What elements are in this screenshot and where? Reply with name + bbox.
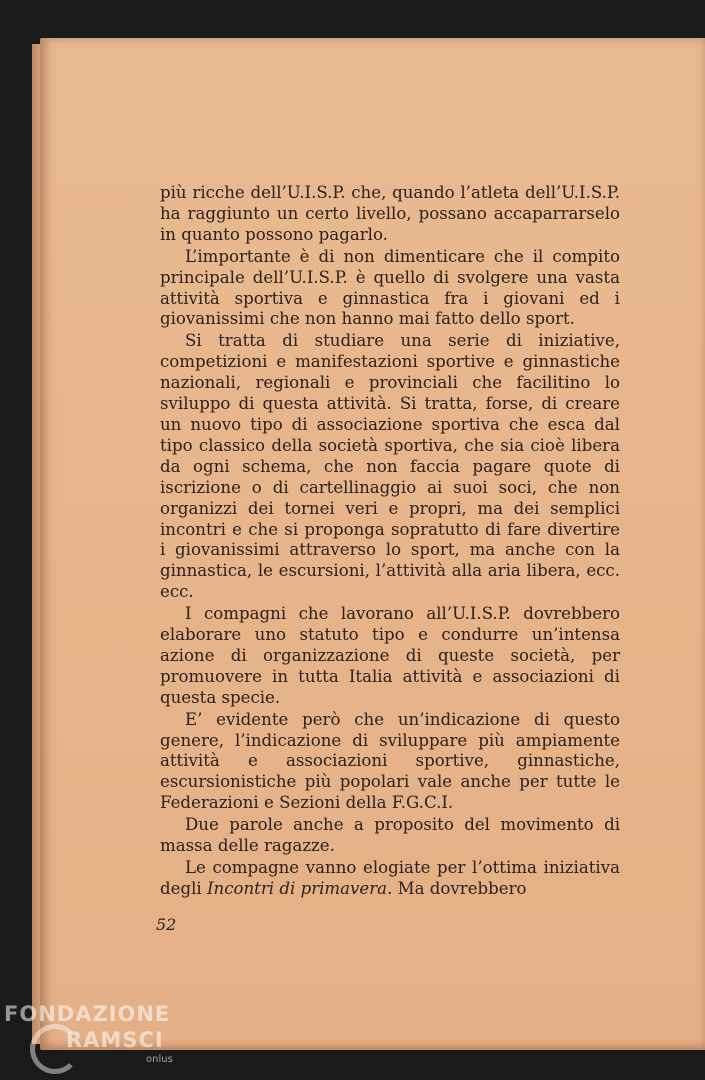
paragraph-7: [160, 858, 620, 900]
body-text: [160, 183, 620, 900]
watermark-line2: RAMSCI: [66, 1028, 164, 1052]
paragraph-7-start: Le compagne vanno elogiate per l’ottima iniziativa degli: [160, 858, 620, 898]
page-number: 52: [156, 915, 177, 934]
watermark-logo: [4, 1002, 204, 1078]
paragraph-6: Due parole anche a proposito del movimento di massa delle ragazze.: [160, 815, 620, 856]
paragraph-1: più ricche dell’U.I.S.P. che, quando l’atleta dell’U.I.S.P. ha raggiunto un certo livello, possano accaparrarselo in quanto possono pagarlo.: [160, 183, 620, 244]
paragraph-4: I compagni che lavorano all’U.I.S.P. dovrebbero elaborare uno statuto tipo e condurre un’intensa azione di organizzazione di queste società, per promuovere in tutta Italia attività e associazioni di questa specie.: [160, 604, 620, 707]
paragraph-3: Si tratta di studiare una serie di iniziative, competizioni e manifestazioni sportive e ginnastiche nazionali, regionali e provinciali che facilitino lo sviluppo di questa attività. Si tratta, forse, di creare un nuovo tipo di associazione sportiva che esca dal tipo classico della società sportiva, che sia cioè libera da ogni schema, che non faccia pagare quote di iscrizione o di cartellinaggio ai suoi soci, che non organizzi dei tornei veri e propri, ma dei semplici incontri e che si proponga sopratutto di fare divertire i giovanissimi attraverso lo sport, ma anche con la ginnastica, le escursioni, l’attività alla aria libera, ecc. ecc.: [160, 331, 620, 602]
watermark-sub: onlus: [146, 1054, 173, 1065]
paragraph-5: E’ evidente però che un’indicazione di questo genere, l’indicazione di sviluppare più ampiamente attività e associazioni sportive, ginnastiche, escursionistiche più popolari vale anche per tutte le Federazioni e Sezioni della F.G.C.I.: [160, 709, 620, 813]
paragraph-7-end: . Ma dovrebbero: [387, 878, 527, 898]
watermark-line1: FONDAZIONE: [4, 1002, 171, 1026]
paragraph-2: L’importante è di non dimenticare che il compito principale dell’U.I.S.P. è quello di svolgere una vasta attività sportiva e ginnastica fra i giovani ed i giovanissimi che non hanno mai fatto dello sport.: [160, 246, 620, 329]
italic-title: Incontri di primavera: [206, 878, 388, 898]
